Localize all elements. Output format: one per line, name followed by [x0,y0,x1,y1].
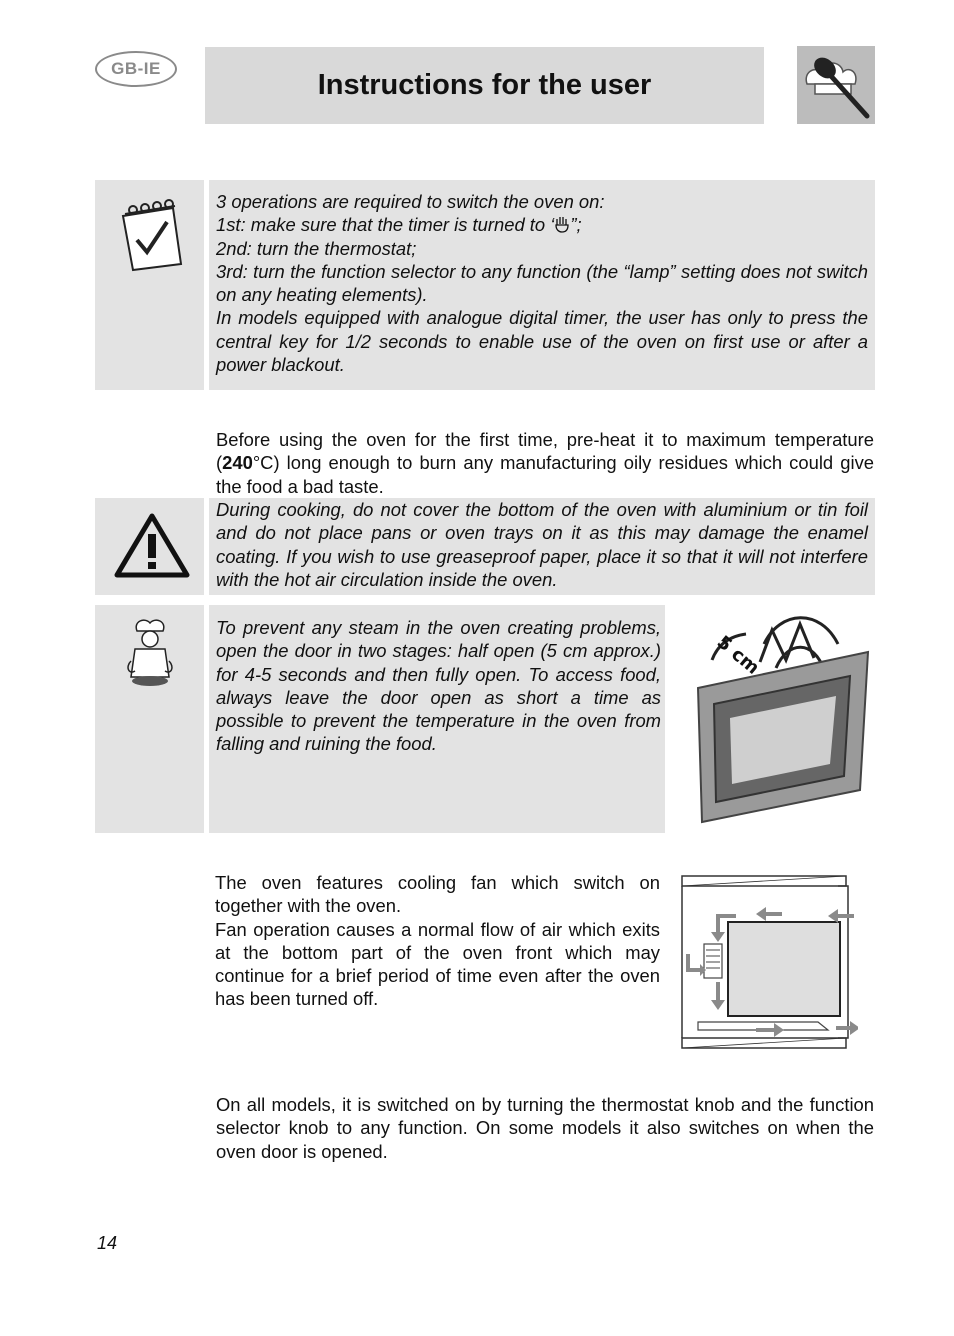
page-title: Instructions for the user [317,69,652,101]
warning-icon-cell [95,498,204,595]
region-badge [95,51,177,87]
switch-on-line-1: 3 operations are required to switch the oven on: [216,191,605,212]
fan-text [215,871,660,1011]
distance-label: 5 cm [712,631,764,679]
oven-door-illustration [690,600,875,825]
region-badge-label: GB-IE [111,59,161,78]
light-paragraph: On all models, it is switched on by turning the thermostat knob and the function selector knob to any function. On some models it also switches on when the oven door is opened. [216,1094,874,1162]
steam-text: To prevent any steam in the oven creating problems, open the door in two stages: half open (5 cm approx.) for 4-5 seconds and then fully open. To access food, always leave the door open as short a time as possible to prevent the temperature in the oven from falling and ruining the food. [216,617,661,755]
switch-on-text [216,190,868,376]
page-title-box [205,47,764,124]
switch-on-line-2: 1st: make sure that the timer is turned to ‘ ”; [216,214,582,236]
preheat-temperature: 240 [222,452,253,474]
preheat-paragraph: Before using the oven for the first time, pre-heat it to maximum temperature (240°C) long enough to burn any manufacturing oily residues which could give the food a bad taste. [216,429,874,497]
notepad-icon-cell [95,180,204,390]
page-number: 14 [97,1233,118,1253]
notepad-check-icon [111,194,191,274]
switch-on-line-5: In models equipped with analogue digital timer, the user has only to press the central key for 1/2 seconds to enable use of the oven on first use or after a power blackout. [216,307,868,376]
airflow-diagram [678,872,858,1054]
chef-icon [123,615,177,691]
switch-on-line-3: 2nd: turn the thermostat; [216,237,417,259]
fan-paragraph-2: Fan operation causes a normal flow of air which exits at the bottom part of the oven front which may continue for a brief period of time even after the oven has been turned off. [215,918,660,1010]
warning-triangle-icon [114,512,190,578]
hand-icon [554,215,570,233]
fan-paragraph-1: The oven features cooling fan which switch on together with the oven. [215,872,660,917]
chef-spoon-icon [797,46,875,124]
switch-on-line-4: 3rd: turn the function selector to any function (the “lamp” setting does not switch on any heating elements). [216,260,868,306]
chef-icon-cell [95,605,204,833]
warning-text: During cooking, do not cover the bottom of the oven with aluminium or tin foil and do not place pans or oven trays on it as this may damage the enamel coating. If you wish to use greaseproof paper, place it so that it will not interfere with the hot air circulation inside the oven. [216,499,868,590]
